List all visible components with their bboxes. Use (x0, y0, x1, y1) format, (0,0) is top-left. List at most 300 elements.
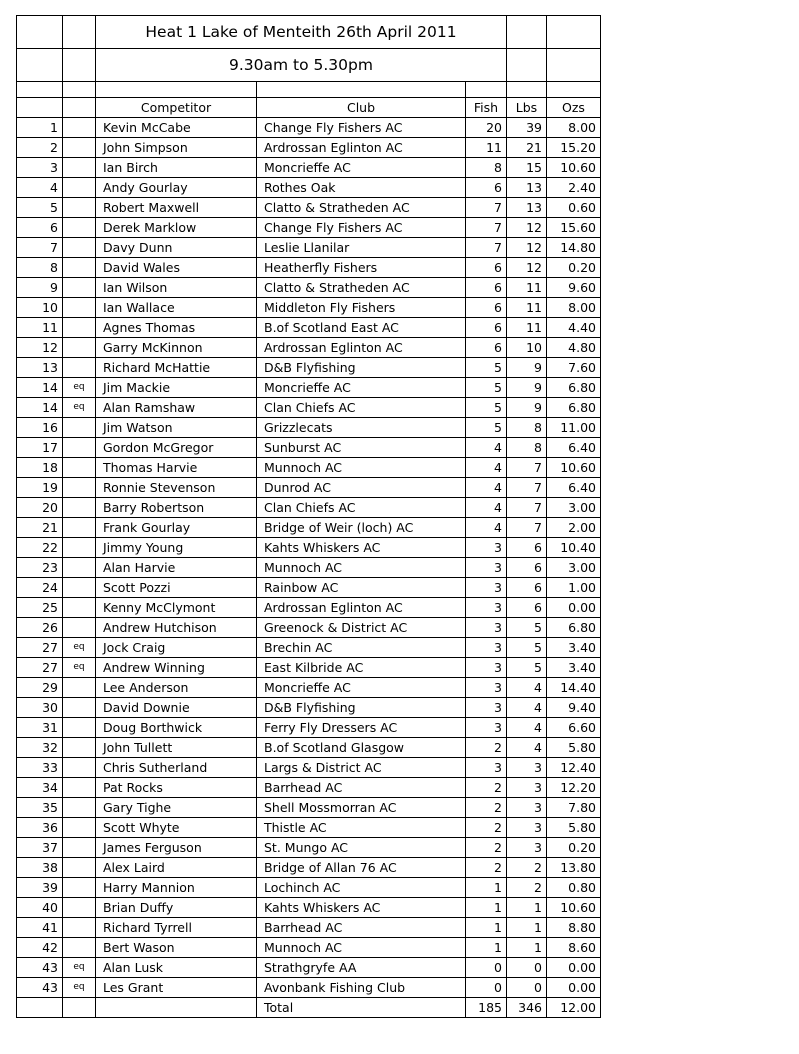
fish-cell: 8 (466, 158, 507, 178)
competitor-cell: Scott Pozzi (96, 578, 257, 598)
fish-cell: 6 (466, 258, 507, 278)
position-cell: 2 (17, 138, 63, 158)
competitor-cell: Jock Craig (96, 638, 257, 658)
fish-cell: 5 (466, 398, 507, 418)
position-cell: 26 (17, 618, 63, 638)
club-cell: Rainbow AC (257, 578, 466, 598)
fish-cell: 6 (466, 178, 507, 198)
competitor-cell: Pat Rocks (96, 778, 257, 798)
club-cell: Greenock & District AC (257, 618, 466, 638)
ozs-cell: 4.80 (547, 338, 601, 358)
equal-marker (63, 778, 96, 798)
table-row (17, 218, 601, 238)
fish-cell: 2 (466, 778, 507, 798)
ozs-cell: 6.80 (547, 398, 601, 418)
competitor-cell: Andrew Winning (96, 658, 257, 678)
table-row (17, 738, 601, 758)
equal-marker (63, 538, 96, 558)
ozs-cell: 5.80 (547, 818, 601, 838)
col-club: Club (257, 98, 466, 118)
club-cell: Ardrossan Eglinton AC (257, 338, 466, 358)
ozs-cell: 10.60 (547, 158, 601, 178)
position-cell: 4 (17, 178, 63, 198)
position-cell: 10 (17, 298, 63, 318)
position-cell (17, 998, 63, 1018)
fish-cell: 3 (466, 538, 507, 558)
equal-marker (63, 138, 96, 158)
table-row (17, 698, 601, 718)
position-cell: 23 (17, 558, 63, 578)
ozs-cell: 12.20 (547, 778, 601, 798)
club-cell: Munnoch AC (257, 938, 466, 958)
club-cell: Moncrieffe AC (257, 378, 466, 398)
club-cell: Bridge of Weir (loch) AC (257, 518, 466, 538)
table-row (17, 718, 601, 738)
position-cell: 22 (17, 538, 63, 558)
competitor-cell: Ian Wallace (96, 298, 257, 318)
equal-marker (63, 758, 96, 778)
fish-cell: 3 (466, 678, 507, 698)
position-cell: 27 (17, 658, 63, 678)
equal-marker (63, 578, 96, 598)
equal-marker (63, 818, 96, 838)
equal-marker (63, 678, 96, 698)
position-cell: 14 (17, 378, 63, 398)
club-cell: D&B Flyfishing (257, 358, 466, 378)
lbs-cell: 0 (507, 978, 547, 998)
table-row (17, 578, 601, 598)
position-cell: 29 (17, 678, 63, 698)
fish-cell: 3 (466, 618, 507, 638)
position-cell: 19 (17, 478, 63, 498)
position-cell: 8 (17, 258, 63, 278)
table-row (17, 978, 601, 998)
club-cell: Thistle AC (257, 818, 466, 838)
table-row (17, 658, 601, 678)
lbs-cell: 3 (507, 798, 547, 818)
competitor-cell: Lee Anderson (96, 678, 257, 698)
equal-marker (63, 558, 96, 578)
table-row (17, 498, 601, 518)
table-row (17, 518, 601, 538)
club-cell: Heatherfly Fishers (257, 258, 466, 278)
lbs-cell: 21 (507, 138, 547, 158)
competitor-cell: Agnes Thomas (96, 318, 257, 338)
fish-cell: 1 (466, 938, 507, 958)
fish-cell: 3 (466, 718, 507, 738)
competitor-cell: David Wales (96, 258, 257, 278)
position-cell: 32 (17, 738, 63, 758)
equal-marker (63, 458, 96, 478)
club-cell: Clan Chiefs AC (257, 398, 466, 418)
table-row (17, 238, 601, 258)
fish-cell: 1 (466, 918, 507, 938)
lbs-cell: 13 (507, 178, 547, 198)
ozs-cell: 7.80 (547, 798, 601, 818)
competitor-cell: Andrew Hutchison (96, 618, 257, 638)
club-cell: Dunrod AC (257, 478, 466, 498)
equal-marker: eq (63, 398, 96, 418)
club-cell: B.of Scotland Glasgow (257, 738, 466, 758)
position-cell: 14 (17, 398, 63, 418)
ozs-cell: 8.80 (547, 918, 601, 938)
position-cell: 7 (17, 238, 63, 258)
lbs-cell: 9 (507, 398, 547, 418)
fish-cell: 7 (466, 198, 507, 218)
table-row (17, 338, 601, 358)
equal-marker: eq (63, 378, 96, 398)
club-cell: Strathgryfe AA (257, 958, 466, 978)
club-cell: Barrhead AC (257, 918, 466, 938)
position-cell: 30 (17, 698, 63, 718)
club-cell: Moncrieffe AC (257, 158, 466, 178)
club-cell: Grizzlecats (257, 418, 466, 438)
lbs-cell: 8 (507, 438, 547, 458)
lbs-cell: 4 (507, 678, 547, 698)
table-row (17, 878, 601, 898)
competitor-cell: Bert Wason (96, 938, 257, 958)
competitor-cell: Scott Whyte (96, 818, 257, 838)
position-cell: 34 (17, 778, 63, 798)
total-label: Total (257, 998, 466, 1018)
ozs-cell: 2.00 (547, 518, 601, 538)
lbs-cell: 3 (507, 778, 547, 798)
fish-cell: 4 (466, 478, 507, 498)
ozs-cell: 9.40 (547, 698, 601, 718)
fish-cell: 3 (466, 598, 507, 618)
lbs-cell: 7 (507, 498, 547, 518)
competitor-cell: Alex Laird (96, 858, 257, 878)
table-row (17, 818, 601, 838)
header-row (17, 98, 601, 118)
lbs-cell: 11 (507, 278, 547, 298)
fish-cell: 20 (466, 118, 507, 138)
lbs-cell: 0 (507, 958, 547, 978)
ozs-cell: 15.60 (547, 218, 601, 238)
position-cell: 41 (17, 918, 63, 938)
ozs-cell: 0.20 (547, 838, 601, 858)
club-cell: B.of Scotland East AC (257, 318, 466, 338)
position-cell: 31 (17, 718, 63, 738)
position-cell: 37 (17, 838, 63, 858)
competitor-cell: Garry McKinnon (96, 338, 257, 358)
ozs-cell: 0.00 (547, 958, 601, 978)
table-row (17, 398, 601, 418)
lbs-cell: 4 (507, 698, 547, 718)
club-cell: Clatto & Stratheden AC (257, 278, 466, 298)
club-cell: Change Fly Fishers AC (257, 118, 466, 138)
time-row (17, 49, 601, 82)
lbs-cell: 6 (507, 558, 547, 578)
competitor-cell: Derek Marklow (96, 218, 257, 238)
table-row (17, 258, 601, 278)
equal-marker (63, 258, 96, 278)
table-row (17, 618, 601, 638)
table-row (17, 418, 601, 438)
ozs-cell: 4.40 (547, 318, 601, 338)
lbs-cell: 4 (507, 718, 547, 738)
col-ozs: Ozs (547, 98, 601, 118)
club-cell: East Kilbride AC (257, 658, 466, 678)
equal-marker (63, 158, 96, 178)
fish-cell: 7 (466, 238, 507, 258)
fish-cell: 6 (466, 298, 507, 318)
equal-marker (63, 418, 96, 438)
equal-marker (63, 918, 96, 938)
club-cell: Lochinch AC (257, 878, 466, 898)
competitor-cell: Alan Lusk (96, 958, 257, 978)
fish-cell: 6 (466, 338, 507, 358)
position-cell: 38 (17, 858, 63, 878)
competitor-cell: David Downie (96, 698, 257, 718)
club-cell: D&B Flyfishing (257, 698, 466, 718)
position-cell: 43 (17, 978, 63, 998)
lbs-cell: 1 (507, 918, 547, 938)
competitor-cell: Davy Dunn (96, 238, 257, 258)
position-cell: 33 (17, 758, 63, 778)
competitor-cell: Richard McHattie (96, 358, 257, 378)
ozs-cell: 11.00 (547, 418, 601, 438)
fish-cell: 4 (466, 498, 507, 518)
table-row (17, 198, 601, 218)
competitor-cell: Brian Duffy (96, 898, 257, 918)
ozs-cell: 10.60 (547, 898, 601, 918)
equal-marker (63, 898, 96, 918)
position-cell: 25 (17, 598, 63, 618)
ozs-cell: 15.20 (547, 138, 601, 158)
club-cell: Sunburst AC (257, 438, 466, 458)
position-cell: 40 (17, 898, 63, 918)
ozs-cell: 3.40 (547, 658, 601, 678)
ozs-cell: 13.80 (547, 858, 601, 878)
fish-cell: 3 (466, 578, 507, 598)
table-row (17, 438, 601, 458)
equal-marker (63, 618, 96, 638)
equal-marker: eq (63, 638, 96, 658)
lbs-cell: 5 (507, 618, 547, 638)
lbs-cell: 6 (507, 578, 547, 598)
equal-marker (63, 998, 96, 1018)
position-cell: 20 (17, 498, 63, 518)
ozs-cell: 0.80 (547, 878, 601, 898)
fish-cell: 2 (466, 838, 507, 858)
competitor-cell (96, 998, 257, 1018)
competitor-cell: Andy Gourlay (96, 178, 257, 198)
fish-cell: 3 (466, 698, 507, 718)
competitor-cell: Ronnie Stevenson (96, 478, 257, 498)
competitor-cell: Gordon McGregor (96, 438, 257, 458)
club-cell: Middleton Fly Fishers (257, 298, 466, 318)
club-cell: Bridge of Allan 76 AC (257, 858, 466, 878)
club-cell: Rothes Oak (257, 178, 466, 198)
fish-cell: 6 (466, 278, 507, 298)
lbs-cell: 2 (507, 858, 547, 878)
lbs-cell: 3 (507, 758, 547, 778)
title-row (17, 16, 601, 49)
ozs-cell: 3.00 (547, 558, 601, 578)
lbs-cell: 11 (507, 318, 547, 338)
ozs-cell: 0.00 (547, 598, 601, 618)
club-cell: St. Mungo AC (257, 838, 466, 858)
competitor-cell: Alan Harvie (96, 558, 257, 578)
equal-marker (63, 338, 96, 358)
position-cell: 39 (17, 878, 63, 898)
ozs-cell: 5.80 (547, 738, 601, 758)
competitor-cell: Frank Gourlay (96, 518, 257, 538)
club-cell: Ferry Fly Dressers AC (257, 718, 466, 738)
table-row (17, 858, 601, 878)
club-cell: Barrhead AC (257, 778, 466, 798)
lbs-cell: 8 (507, 418, 547, 438)
equal-marker (63, 118, 96, 138)
position-cell: 24 (17, 578, 63, 598)
ozs-cell: 14.40 (547, 678, 601, 698)
fish-cell: 4 (466, 518, 507, 538)
table-row (17, 778, 601, 798)
table-row (17, 918, 601, 938)
position-cell: 18 (17, 458, 63, 478)
lbs-cell: 3 (507, 818, 547, 838)
table-row (17, 558, 601, 578)
ozs-cell: 8.00 (547, 118, 601, 138)
total-row (17, 998, 601, 1018)
position-cell: 42 (17, 938, 63, 958)
table-row (17, 138, 601, 158)
competitor-cell: Alan Ramshaw (96, 398, 257, 418)
table-row (17, 478, 601, 498)
equal-marker: eq (63, 978, 96, 998)
equal-marker (63, 218, 96, 238)
lbs-cell: 1 (507, 938, 547, 958)
equal-marker (63, 478, 96, 498)
equal-marker (63, 438, 96, 458)
club-cell: Leslie Llanilar (257, 238, 466, 258)
table-row (17, 598, 601, 618)
table-row (17, 458, 601, 478)
competitor-cell: John Tullett (96, 738, 257, 758)
lbs-cell: 3 (507, 838, 547, 858)
ozs-cell: 8.60 (547, 938, 601, 958)
fish-cell: 4 (466, 438, 507, 458)
equal-marker (63, 598, 96, 618)
lbs-cell: 9 (507, 378, 547, 398)
competitor-cell: John Simpson (96, 138, 257, 158)
equal-marker (63, 358, 96, 378)
lbs-cell: 7 (507, 458, 547, 478)
equal-marker (63, 698, 96, 718)
fish-cell: 11 (466, 138, 507, 158)
equal-marker (63, 858, 96, 878)
position-cell: 35 (17, 798, 63, 818)
total-lbs: 346 (507, 998, 547, 1018)
ozs-cell: 0.60 (547, 198, 601, 218)
position-cell: 17 (17, 438, 63, 458)
fish-cell: 3 (466, 558, 507, 578)
lbs-cell: 2 (507, 878, 547, 898)
ozs-cell: 3.40 (547, 638, 601, 658)
fish-cell: 7 (466, 218, 507, 238)
club-cell: Kahts Whiskers AC (257, 538, 466, 558)
competitor-cell: Robert Maxwell (96, 198, 257, 218)
fish-cell: 0 (466, 958, 507, 978)
ozs-cell: 1.00 (547, 578, 601, 598)
equal-marker (63, 178, 96, 198)
lbs-cell: 10 (507, 338, 547, 358)
position-cell: 12 (17, 338, 63, 358)
position-cell: 21 (17, 518, 63, 538)
competitor-cell: Chris Sutherland (96, 758, 257, 778)
position-cell: 1 (17, 118, 63, 138)
table-row (17, 278, 601, 298)
club-cell: Brechin AC (257, 638, 466, 658)
lbs-cell: 6 (507, 598, 547, 618)
ozs-cell: 6.40 (547, 478, 601, 498)
lbs-cell: 12 (507, 218, 547, 238)
club-cell: Avonbank Fishing Club (257, 978, 466, 998)
fish-cell: 3 (466, 758, 507, 778)
table-row (17, 318, 601, 338)
table-row (17, 678, 601, 698)
table-row (17, 298, 601, 318)
position-cell: 13 (17, 358, 63, 378)
sheet-title: Heat 1 Lake of Menteith 26th April 2011 (96, 16, 507, 49)
club-cell: Clatto & Stratheden AC (257, 198, 466, 218)
ozs-cell: 0.20 (547, 258, 601, 278)
club-cell: Change Fly Fishers AC (257, 218, 466, 238)
total-fish: 185 (466, 998, 507, 1018)
equal-marker (63, 318, 96, 338)
club-cell: Munnoch AC (257, 558, 466, 578)
fish-cell: 5 (466, 378, 507, 398)
club-cell: Shell Mossmorran AC (257, 798, 466, 818)
table-row (17, 358, 601, 378)
fish-cell: 4 (466, 458, 507, 478)
equal-marker (63, 878, 96, 898)
competitor-cell: Barry Robertson (96, 498, 257, 518)
ozs-cell: 6.60 (547, 718, 601, 738)
lbs-cell: 7 (507, 518, 547, 538)
competitor-cell: Harry Mannion (96, 878, 257, 898)
table-row (17, 838, 601, 858)
fish-cell: 3 (466, 638, 507, 658)
table-row (17, 378, 601, 398)
club-cell: Kahts Whiskers AC (257, 898, 466, 918)
competitor-cell: Kevin McCabe (96, 118, 257, 138)
position-cell: 16 (17, 418, 63, 438)
lbs-cell: 5 (507, 658, 547, 678)
lbs-cell: 15 (507, 158, 547, 178)
fish-cell: 3 (466, 658, 507, 678)
col-competitor: Competitor (96, 98, 257, 118)
fish-cell: 1 (466, 898, 507, 918)
table-row (17, 898, 601, 918)
lbs-cell: 4 (507, 738, 547, 758)
competitor-cell: Jim Watson (96, 418, 257, 438)
lbs-cell: 12 (507, 258, 547, 278)
lbs-cell: 5 (507, 638, 547, 658)
competitor-cell: Richard Tyrrell (96, 918, 257, 938)
ozs-cell: 10.40 (547, 538, 601, 558)
equal-marker (63, 238, 96, 258)
table-row (17, 958, 601, 978)
competitor-cell: Les Grant (96, 978, 257, 998)
position-cell: 43 (17, 958, 63, 978)
position-cell: 5 (17, 198, 63, 218)
fish-cell: 2 (466, 738, 507, 758)
ozs-cell: 10.60 (547, 458, 601, 478)
position-cell: 3 (17, 158, 63, 178)
table-row (17, 638, 601, 658)
